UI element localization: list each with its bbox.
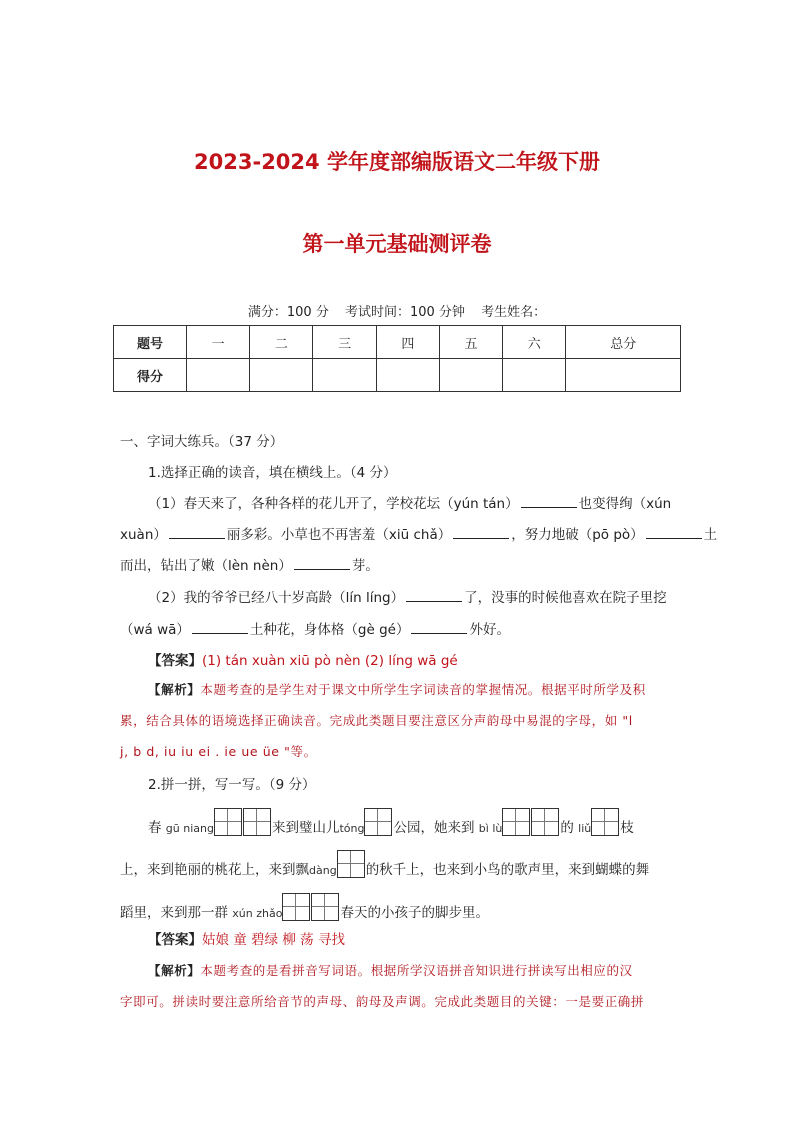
score-table-header: 二 <box>250 326 313 359</box>
answer-blank[interactable] <box>192 621 248 634</box>
answer-blank[interactable] <box>521 495 577 508</box>
score-table-row <box>114 359 681 392</box>
q2-paragraph-line1 <box>148 808 680 838</box>
q2-answer <box>148 928 680 948</box>
score-cell[interactable] <box>503 359 566 392</box>
q2-text: 上，来到艳丽的桃花上，来到飘 <box>120 862 309 878</box>
q1-text: 而出，钻出了嫩（lèn nèn） <box>120 558 292 574</box>
analysis-text: 本题考查的是看拼音写词语。根据所学汉语拼音知识进行拼读写出相应的汉 <box>200 963 633 978</box>
score-table-header: 一 <box>187 326 250 359</box>
score-table-header: 四 <box>376 326 439 359</box>
pinyin-guniang: gū niang <box>165 822 214 835</box>
q2-title: 2.拼一拼，写一写。（9 分） <box>148 777 316 793</box>
writing-grid[interactable] <box>311 893 339 921</box>
writing-grid[interactable] <box>337 850 365 878</box>
analysis-tag: 【解析】 <box>148 963 201 978</box>
score-table-header: 三 <box>313 326 376 359</box>
q1-text: 了，没事的时候他喜欢在院子里挖 <box>464 590 667 606</box>
answer-tag: 【答案】 <box>148 932 202 948</box>
q1-text: 芽。 <box>351 558 379 574</box>
score-row-label: 得分 <box>114 359 187 392</box>
q2-paragraph-line3 <box>120 893 680 923</box>
q1-answer <box>148 649 680 669</box>
answer-blank[interactable] <box>406 589 462 602</box>
q1-sentence1-line2 <box>120 523 718 543</box>
q1-analysis-line2: 累，结合具体的语境选择正确读音。完成此类题目要注意区分声韵母中易混的字母，如 "l <box>120 713 633 728</box>
writing-grid[interactable] <box>282 893 310 921</box>
q1-text: 也变得绚（xún <box>578 496 672 512</box>
q2-answer-text: 姑娘 童 碧绿 柳 荡 寻找 <box>202 932 345 948</box>
score-table-header: 总分 <box>566 326 681 359</box>
pinyin-tong: tóng <box>339 822 365 835</box>
q2-analysis-line2: 字即可。拼读时要注意所给音节的声母、韵母及声调。完成此类题目的关键：一是要正确拼 <box>120 994 645 1009</box>
pinyin-dang: dàng <box>309 864 337 877</box>
q1-text: ，努力地破（pō pò） <box>511 527 644 543</box>
answer-blank[interactable] <box>294 557 350 570</box>
student-name-label: 考生姓名： <box>481 305 547 320</box>
q1-text: （1）春天来了，各种各样的花儿开了，学校花坛（yún tán） <box>148 496 519 512</box>
q1-text: xuàn） <box>120 527 167 543</box>
section1-heading: 一、字词大练兵。（37 分） <box>120 434 284 450</box>
score-cell[interactable] <box>566 359 681 392</box>
page-title-line2: 第一单元基础测评卷 <box>302 232 492 256</box>
q2-text: 来到璧山儿 <box>271 820 340 836</box>
score-table-header: 题号 <box>114 326 187 359</box>
q2-text: 的秋千上，也来到小鸟的歌声里，来到蝴蝶的舞 <box>365 862 650 878</box>
q2-paragraph-line2 <box>120 850 680 880</box>
q1-text: 外好。 <box>469 622 510 638</box>
q1-analysis-line1 <box>148 680 680 698</box>
score-cell[interactable] <box>313 359 376 392</box>
analysis-text: 本题考查的是学生对于课文中所学生字词读音的掌握情况。根据平时所学及积 <box>200 682 646 697</box>
q2-text: 公园，她来到 <box>393 820 475 836</box>
answer-blank[interactable] <box>646 526 702 539</box>
q2-text: 枝 <box>620 820 634 836</box>
q1-sentence1-line3 <box>120 554 680 574</box>
pinyin-xunzhao: xún zhǎo <box>232 907 283 920</box>
pinyin-liu: liǔ <box>578 822 592 835</box>
q2-text: 春 <box>148 820 162 836</box>
analysis-tag: 【解析】 <box>148 682 201 697</box>
q1-title: 1.选择正确的读音，填在横线上。（4 分） <box>148 465 397 481</box>
q1-answer-text: (1) tán xuàn xiū pò nèn (2) líng wā gé <box>202 653 458 669</box>
score-table <box>113 325 681 392</box>
q2-text: 蹈里，来到那一群 <box>120 905 228 921</box>
score-cell[interactable] <box>187 359 250 392</box>
q1-sentence2-line2 <box>120 618 680 638</box>
q1-text: 丽多彩。小草也不再害羞（xiū chǎ） <box>226 527 452 543</box>
score-cell[interactable] <box>439 359 502 392</box>
q1-analysis-line3: j, b d, iu iu ei . ie ue üe "等。 <box>120 744 317 759</box>
score-table-header: 五 <box>439 326 502 359</box>
page-title-line1: 2023-2024 学年度部编版语文二年级下册 <box>194 150 600 174</box>
answer-blank[interactable] <box>411 621 467 634</box>
score-table-header-row <box>114 326 681 359</box>
q2-analysis-line1 <box>148 961 680 979</box>
writing-grid[interactable] <box>591 808 619 836</box>
q1-text: 土 <box>703 527 718 543</box>
score-cell[interactable] <box>250 359 313 392</box>
q1-sentence1-line1 <box>148 492 680 512</box>
writing-grid[interactable] <box>531 808 559 836</box>
exam-time: 考试时间：100 分钟 <box>344 305 465 320</box>
q1-sentence2-line1 <box>148 586 680 606</box>
writing-grid[interactable] <box>243 808 271 836</box>
writing-grid[interactable] <box>502 808 530 836</box>
q2-text: 春天的小孩子的脚步里。 <box>340 905 489 921</box>
score-table-header: 六 <box>503 326 566 359</box>
pinyin-bilu: bì lù <box>478 822 503 835</box>
q1-text: （wá wā） <box>120 622 190 638</box>
answer-tag: 【答案】 <box>148 653 202 669</box>
score-cell[interactable] <box>376 359 439 392</box>
q1-text: （2）我的爷爷已经八十岁高龄（lín líng） <box>148 590 405 606</box>
q1-text: 土种花，身体格（gè gé） <box>249 622 410 638</box>
answer-blank[interactable] <box>453 526 509 539</box>
answer-blank[interactable] <box>169 526 225 539</box>
full-score: 满分：100 分 <box>247 305 329 320</box>
exam-meta <box>0 301 794 320</box>
writing-grid[interactable] <box>214 808 242 836</box>
q2-text: 的 <box>560 820 574 836</box>
writing-grid[interactable] <box>364 808 392 836</box>
